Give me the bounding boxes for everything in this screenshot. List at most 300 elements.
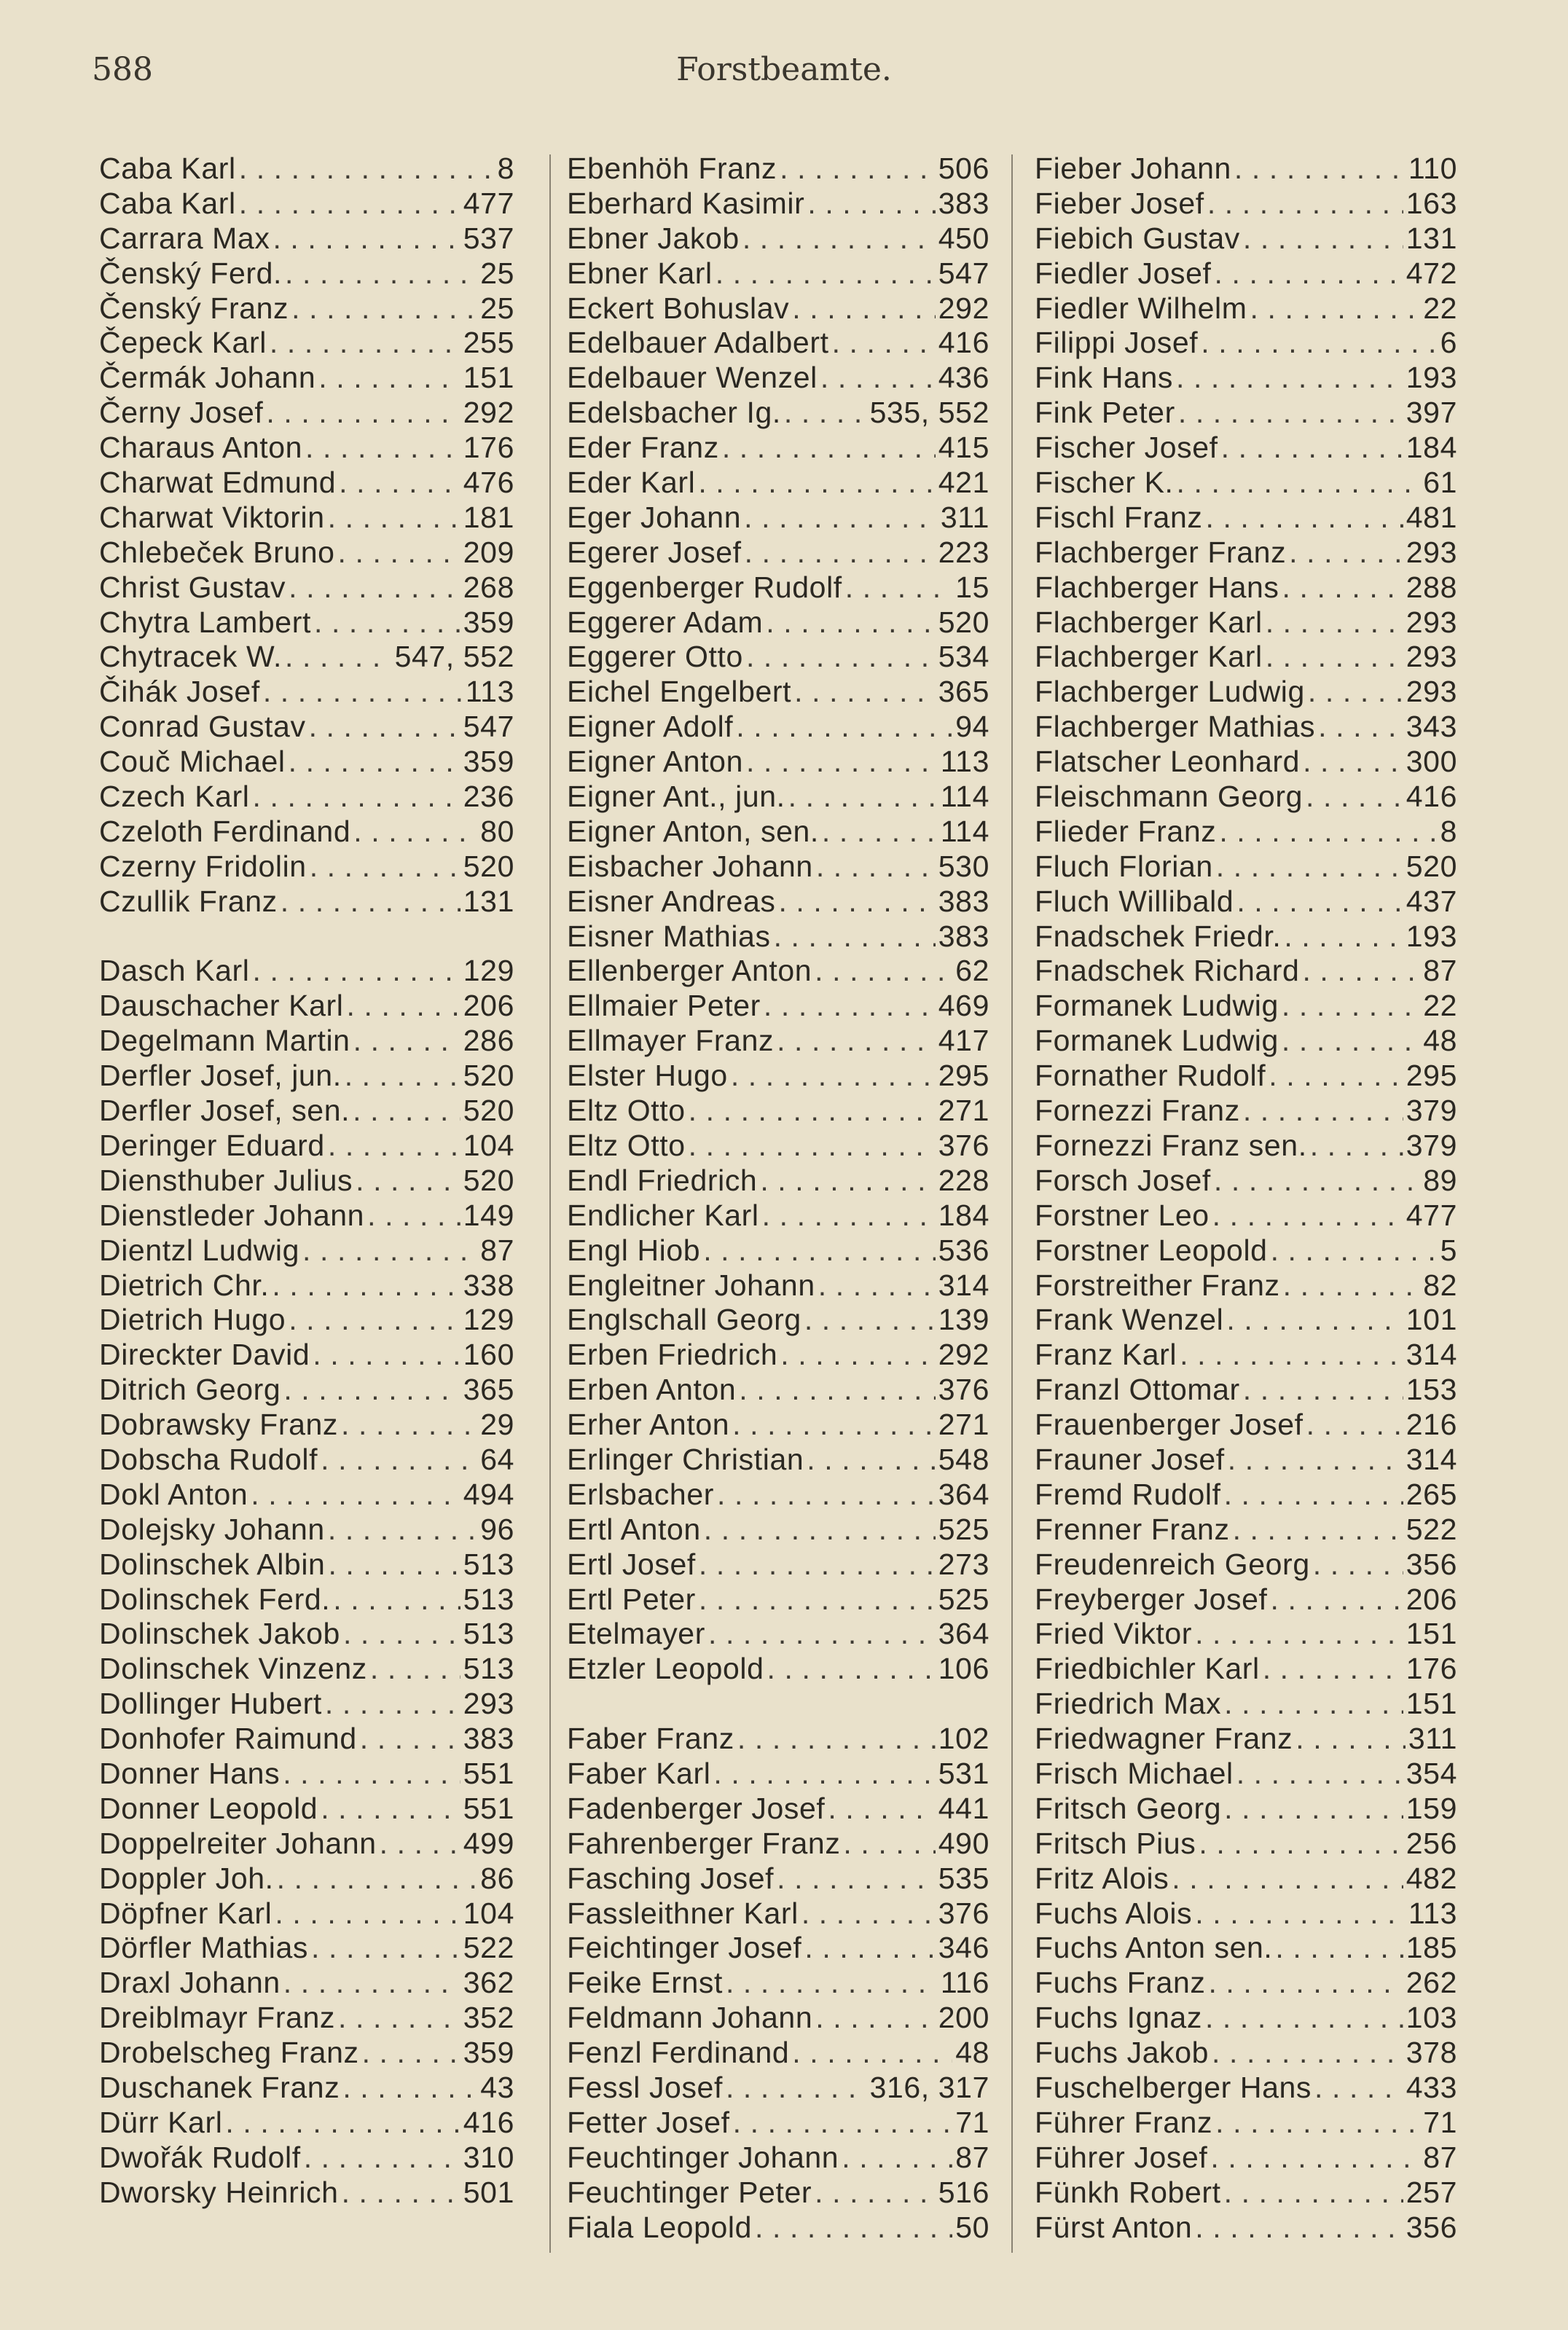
entry-name: Dobscha Rudolf: [99, 1442, 318, 1476]
index-entry: [567, 1024, 989, 1059]
index-entry: [99, 884, 514, 919]
entry-name: Doppelreiter Johann: [99, 1826, 377, 1860]
entry-page: 50: [955, 2210, 989, 2244]
entry-name: Forsch Josef: [1035, 1163, 1211, 1197]
entry-name: Dolinschek Jakob: [99, 1617, 340, 1651]
dot-leader: [339, 466, 460, 501]
index-entry: [567, 2036, 989, 2071]
dot-leader: [1308, 675, 1403, 710]
index-entry: [1035, 1966, 1457, 2001]
index-entry: [99, 1094, 514, 1129]
entry-page: 87: [1423, 2140, 1457, 2174]
dot-leader: [1180, 1338, 1403, 1373]
entry-page: 176: [463, 431, 514, 465]
entry-name: Endlicher Karl: [567, 1198, 759, 1232]
index-entry: [99, 291, 514, 326]
index-entry: [99, 1792, 514, 1827]
entry-name: Czullik Franz: [99, 884, 278, 918]
dot-leader: [1195, 1896, 1406, 1931]
index-entry: [567, 1268, 989, 1303]
index-entry: [1035, 1373, 1457, 1408]
dot-leader: [1243, 221, 1403, 256]
entry-page: 184: [938, 1198, 989, 1232]
entry-page: 547: [463, 710, 514, 744]
index-entry: [1035, 675, 1457, 710]
dot-leader: [289, 1303, 460, 1338]
entry-page: 547, 552: [394, 640, 514, 674]
index-entry: [99, 1827, 514, 1862]
entry-name: Dollinger Hubert: [99, 1687, 322, 1721]
entry-page: 490: [938, 1826, 989, 1860]
index-entry: [1035, 1687, 1457, 1722]
dot-leader: [1224, 1687, 1403, 1722]
dot-leader: [1306, 1408, 1403, 1443]
index-entry: [99, 1862, 514, 1896]
entry-page: 477: [463, 186, 514, 220]
entry-page: 206: [463, 989, 514, 1023]
index-entry: [99, 1652, 514, 1687]
entry-page: 499: [463, 1826, 514, 1860]
index-entry: [99, 326, 514, 361]
entry-page: 265: [1406, 1477, 1457, 1511]
entry-name: Carrara Max: [99, 221, 270, 255]
dot-leader: [1234, 152, 1406, 187]
index-entry: [567, 884, 989, 919]
dot-leader: [845, 570, 952, 605]
entry-page: 346: [938, 1931, 989, 1965]
entry-name: Černy Josef: [99, 396, 264, 430]
dot-leader: [1172, 1862, 1403, 1896]
dot-leader: [774, 919, 936, 954]
index-entry: [567, 187, 989, 221]
index-entry: [99, 1722, 514, 1757]
dot-leader: [818, 1268, 936, 1303]
entry-page: 522: [463, 1931, 514, 1965]
index-entry: [99, 152, 514, 187]
index-entry: [1035, 291, 1457, 326]
index-entry: [567, 536, 989, 570]
index-entry: [567, 1513, 989, 1548]
index-entry: [99, 1268, 514, 1303]
entry-page: 71: [1423, 2105, 1457, 2139]
entry-page: 359: [463, 605, 514, 639]
entry-name: Flachberger Ludwig: [1035, 675, 1305, 709]
dot-leader: [239, 152, 495, 187]
dot-leader: [328, 1129, 460, 1164]
entry-name: Čenský Ferd.: [99, 256, 282, 290]
entry-page: 110: [1408, 152, 1457, 185]
index-entry: [1035, 431, 1457, 466]
dot-leader: [746, 745, 938, 780]
index-entry: [99, 2176, 514, 2211]
index-entry: [1035, 1513, 1457, 1548]
index-entry: [99, 1059, 514, 1094]
entry-page: 433: [1406, 2070, 1457, 2104]
dot-leader: [310, 850, 460, 884]
dot-leader: [704, 1513, 936, 1548]
entry-name: Engleitner Johann: [567, 1268, 815, 1302]
entry-page: 94: [955, 710, 989, 744]
entry-name: Führer Josef: [1035, 2140, 1208, 2174]
index-entry: [567, 815, 989, 850]
entry-name: Donhofer Raimund: [99, 1722, 357, 1756]
entry-page: 482: [1406, 1861, 1457, 1895]
index-entry: [1035, 815, 1457, 850]
entry-page: 149: [463, 1198, 514, 1232]
entry-name: Forstner Leopold: [1035, 1233, 1268, 1267]
entry-page: 535, 552: [869, 396, 989, 430]
entry-page: 525: [938, 1512, 989, 1546]
index-entry: [1035, 1094, 1457, 1129]
dot-leader: [708, 1617, 936, 1652]
index-entry: [1035, 1129, 1457, 1164]
entry-page: 520: [938, 605, 989, 639]
index-entry: [1035, 1722, 1457, 1757]
entry-page: 255: [463, 326, 514, 360]
entry-page: 295: [1406, 1059, 1457, 1093]
entry-page: 129: [463, 954, 514, 988]
index-entry: [99, 605, 514, 640]
index-entry: [99, 2106, 514, 2141]
dot-leader: [1282, 570, 1403, 605]
entry-page: 114: [940, 780, 989, 814]
index-entry: [567, 745, 989, 780]
entry-name: Christ Gustav: [99, 570, 286, 604]
index-entry: [1035, 2036, 1457, 2071]
entry-name: Ellmaier Peter: [567, 989, 761, 1023]
entry-page: 383: [463, 1722, 514, 1756]
entry-page: 513: [463, 1582, 514, 1616]
entry-name: Faber Karl: [567, 1756, 711, 1790]
index-entry: [1035, 640, 1457, 675]
dot-leader: [822, 815, 938, 850]
dot-leader: [739, 1373, 936, 1408]
entry-page: 354: [1406, 1756, 1457, 1790]
entry-name: Ebner Jakob: [567, 221, 740, 255]
dot-leader: [760, 1164, 935, 1199]
index-entry: [1035, 1059, 1457, 1094]
entry-page: 311: [940, 500, 989, 534]
index-entry: [99, 2071, 514, 2106]
dot-leader: [302, 1233, 477, 1268]
entry-name: Filippi Josef: [1035, 326, 1199, 360]
dot-leader: [815, 2176, 936, 2211]
entry-page: 293: [1406, 640, 1457, 674]
entry-page: 436: [938, 361, 989, 395]
index-entry: [1035, 1827, 1457, 1862]
entry-name: Fornezzi Franz: [1035, 1094, 1240, 1128]
dot-leader: [304, 2141, 460, 2176]
dot-leader: [732, 1408, 936, 1443]
entry-page: 89: [1423, 1163, 1457, 1197]
dot-leader: [1236, 884, 1403, 919]
index-entry: [1035, 1896, 1457, 1931]
index-entry: [567, 1792, 989, 1827]
index-entry: [1035, 2106, 1457, 2141]
entry-name: Dietrich Chr.: [99, 1268, 270, 1302]
index-entry: [99, 1233, 514, 1268]
dot-leader: [314, 605, 460, 640]
entry-page: 87: [1423, 954, 1457, 988]
dot-leader: [281, 884, 460, 919]
dot-leader: [744, 501, 938, 536]
index-entry: [99, 1757, 514, 1792]
dot-leader: [1224, 2176, 1403, 2211]
entry-name: Fetter Josef: [567, 2105, 730, 2139]
index-entry: [1035, 1443, 1457, 1478]
index-entry: [1035, 1199, 1457, 1233]
index-entry: [99, 1164, 514, 1199]
index-entry: [567, 1548, 989, 1582]
index-entry: [567, 396, 989, 431]
index-entry: [1035, 326, 1457, 361]
index-entry: [99, 954, 514, 989]
entry-page: 43: [480, 2070, 514, 2104]
entry-page: 501: [463, 2175, 514, 2209]
entry-page: 153: [1406, 1373, 1457, 1407]
index-column-1: [99, 152, 514, 2211]
dot-leader: [1266, 605, 1403, 640]
entry-name: Feuchtinger Peter: [567, 2175, 812, 2209]
dot-leader: [1289, 536, 1403, 570]
index-column-3: [1035, 152, 1457, 2245]
dot-leader: [342, 2071, 477, 2106]
entry-name: Couč Michael: [99, 745, 286, 779]
dot-leader: [699, 1582, 936, 1617]
index-entry: [99, 1478, 514, 1513]
dot-leader: [1216, 850, 1403, 884]
index-entry: [1035, 1617, 1457, 1652]
entry-page: 494: [463, 1477, 514, 1511]
entry-name: Englschall Georg: [567, 1303, 801, 1337]
entry-name: Edelbauer Wenzel: [567, 361, 818, 395]
dot-leader: [699, 1548, 936, 1582]
entry-page: 376: [938, 1373, 989, 1407]
entry-page: 311: [1408, 1722, 1457, 1756]
dot-leader: [1302, 954, 1420, 989]
index-entry: [567, 1582, 989, 1617]
index-column-2: [567, 152, 989, 2245]
entry-name: Derfler Josef, sen.: [99, 1094, 350, 1128]
entry-name: Franzl Ottomar: [1035, 1373, 1240, 1407]
dot-leader: [1212, 2036, 1403, 2071]
index-entry: [99, 2036, 514, 2071]
dot-leader: [362, 2036, 460, 2071]
entry-page: 365: [463, 1373, 514, 1407]
entry-page: 151: [1406, 1617, 1457, 1651]
entry-page: 481: [1406, 500, 1457, 534]
entry-name: Fessl Josef: [567, 2070, 723, 2104]
dot-leader: [338, 2001, 460, 2036]
entry-page: 8: [497, 152, 514, 185]
entry-page: 5: [1440, 1233, 1457, 1267]
index-entry: [567, 1443, 989, 1478]
index-entry: [567, 675, 989, 710]
index-entry: [1035, 1303, 1457, 1338]
entry-name: Fornather Rudolf: [1035, 1059, 1266, 1093]
entry-page: 96: [480, 1512, 514, 1546]
entry-name: Fieber Johann: [1035, 152, 1231, 185]
dot-leader: [742, 221, 936, 256]
dot-leader: [717, 1478, 936, 1513]
entry-name: Dreiblmayr Franz: [99, 2001, 335, 2035]
dot-leader: [713, 1757, 935, 1792]
index-entry: [1035, 2176, 1457, 2211]
entry-name: Chytracek W.: [99, 640, 282, 674]
index-entry: [99, 675, 514, 710]
entry-page: 262: [1406, 1966, 1457, 2000]
entry-name: Fünkh Robert: [1035, 2175, 1221, 2209]
entry-name: Feichtinger Josef: [567, 1931, 802, 1965]
entry-name: Eltz Otto: [567, 1094, 686, 1128]
dot-leader: [333, 1582, 460, 1617]
entry-name: Forstner Leo: [1035, 1198, 1210, 1232]
entry-page: 268: [463, 570, 514, 604]
entry-page: 273: [938, 1547, 989, 1581]
entry-name: Fritsch Pius: [1035, 1826, 1196, 1860]
entry-page: 25: [480, 256, 514, 290]
index-entry: [99, 187, 514, 221]
entry-name: Caba Karl: [99, 186, 236, 220]
entry-name: Fasching Josef: [567, 1861, 775, 1895]
running-head-title: Forstbeamte.: [676, 51, 892, 88]
dot-leader: [321, 1443, 477, 1478]
entry-name: Eisbacher Johann: [567, 849, 813, 883]
index-entry: [99, 1931, 514, 1966]
dot-leader: [253, 780, 460, 815]
index-entry: [567, 1233, 989, 1268]
entry-page: 300: [1406, 745, 1457, 779]
dot-leader: [353, 1094, 460, 1129]
entry-name: Dasch Karl: [99, 954, 250, 988]
dot-leader: [313, 1338, 460, 1373]
entry-name: Dolinschek Vinzenz: [99, 1652, 367, 1686]
dot-leader: [380, 1827, 460, 1862]
entry-name: Fischer K.: [1035, 466, 1174, 500]
dot-leader: [766, 605, 935, 640]
entry-page: 450: [938, 221, 989, 255]
index-entry: [567, 850, 989, 884]
entry-page: 193: [1406, 361, 1457, 395]
entry-name: Dienstleder Johann: [99, 1198, 365, 1232]
entry-page: 352: [463, 2001, 514, 2035]
dot-leader: [1212, 1199, 1403, 1233]
entry-name: Ertl Josef: [567, 1547, 696, 1581]
entry-page: 139: [938, 1303, 989, 1337]
dot-leader: [1224, 1792, 1403, 1827]
index-entry: [567, 780, 989, 815]
dot-leader: [792, 2036, 952, 2071]
entry-page: 62: [955, 954, 989, 988]
entry-page: 383: [938, 884, 989, 918]
entry-name: Caba Karl: [99, 152, 236, 185]
index-entry: [1035, 745, 1457, 780]
entry-name: Eger Johann: [567, 500, 742, 534]
index-entry: [1035, 1582, 1457, 1617]
index-entry: [99, 1687, 514, 1722]
entry-name: Friedbichler Karl: [1035, 1652, 1260, 1686]
dot-leader: [745, 536, 936, 570]
index-entry: [99, 2001, 514, 2036]
entry-name: Fink Peter: [1035, 396, 1175, 430]
dot-leader: [1177, 466, 1421, 501]
index-entry: [99, 1548, 514, 1582]
entry-page: 383: [938, 919, 989, 953]
entry-page: 151: [463, 361, 514, 395]
entry-page: 531: [938, 1756, 989, 1790]
entry-page: 520: [463, 1163, 514, 1197]
entry-page: 520: [463, 849, 514, 883]
index-entry: [99, 1408, 514, 1443]
index-entry: [1035, 1233, 1457, 1268]
index-entry: [99, 221, 514, 256]
entry-page: 379: [1406, 1128, 1457, 1162]
entry-page: 397: [1406, 396, 1457, 430]
index-entry: [567, 152, 989, 187]
entry-name: Eigner Anton: [567, 745, 743, 779]
dot-leader: [777, 1862, 936, 1896]
entry-page: 421: [938, 466, 989, 500]
entry-name: Čepeck Karl: [99, 326, 267, 360]
dot-leader: [1214, 1164, 1420, 1199]
entry-name: Dientzl Ludwig: [99, 1233, 300, 1267]
entry-page: 86: [480, 1861, 514, 1895]
dot-leader: [1275, 1931, 1403, 1966]
entry-name: Čihák Josef: [99, 675, 260, 709]
entry-page: 15: [955, 570, 989, 604]
dot-leader: [285, 640, 392, 675]
index-entry: [1035, 466, 1457, 501]
index-entry: [99, 1303, 514, 1338]
index-entry: [99, 989, 514, 1024]
entry-page: 525: [938, 1582, 989, 1616]
index-entry: [99, 1129, 514, 1164]
entry-page: 522: [1406, 1512, 1457, 1546]
dot-leader: [1318, 710, 1403, 745]
entry-name: Fischl Franz: [1035, 500, 1203, 534]
dot-leader: [318, 361, 460, 396]
dot-leader: [1282, 989, 1420, 1024]
index-entry: [1035, 605, 1457, 640]
index-entry: [567, 1966, 989, 2001]
dot-leader: [737, 1722, 936, 1757]
entry-name: Fischer Josef: [1035, 431, 1218, 465]
entry-name: Fassleithner Karl: [567, 1896, 799, 1930]
dot-leader: [370, 1652, 460, 1687]
entry-page: 310: [463, 2140, 514, 2174]
dot-leader: [1195, 1617, 1403, 1652]
entry-name: Eberhard Kasimir: [567, 186, 805, 220]
entry-name: Formanek Ludwig: [1035, 1024, 1279, 1058]
index-entry: [567, 221, 989, 256]
entry-page: 365: [938, 675, 989, 709]
dot-leader: [1243, 1094, 1403, 1129]
dot-leader: [1221, 431, 1403, 466]
entry-name: Etzler Leopold: [567, 1652, 764, 1686]
dot-leader: [328, 1513, 477, 1548]
entry-name: Fuchs Ignaz: [1035, 2001, 1202, 2035]
entry-name: Doppler Joh.: [99, 1861, 274, 1895]
index-entry: [567, 1827, 989, 1862]
dot-leader: [746, 640, 936, 675]
entry-page: 104: [463, 1896, 514, 1930]
index-entry: [99, 1617, 514, 1652]
index-entry: [567, 1408, 989, 1443]
index-entry: [567, 1931, 989, 1966]
index-entry: [567, 256, 989, 291]
dot-leader: [804, 1931, 935, 1966]
entry-page: 29: [480, 1408, 514, 1442]
